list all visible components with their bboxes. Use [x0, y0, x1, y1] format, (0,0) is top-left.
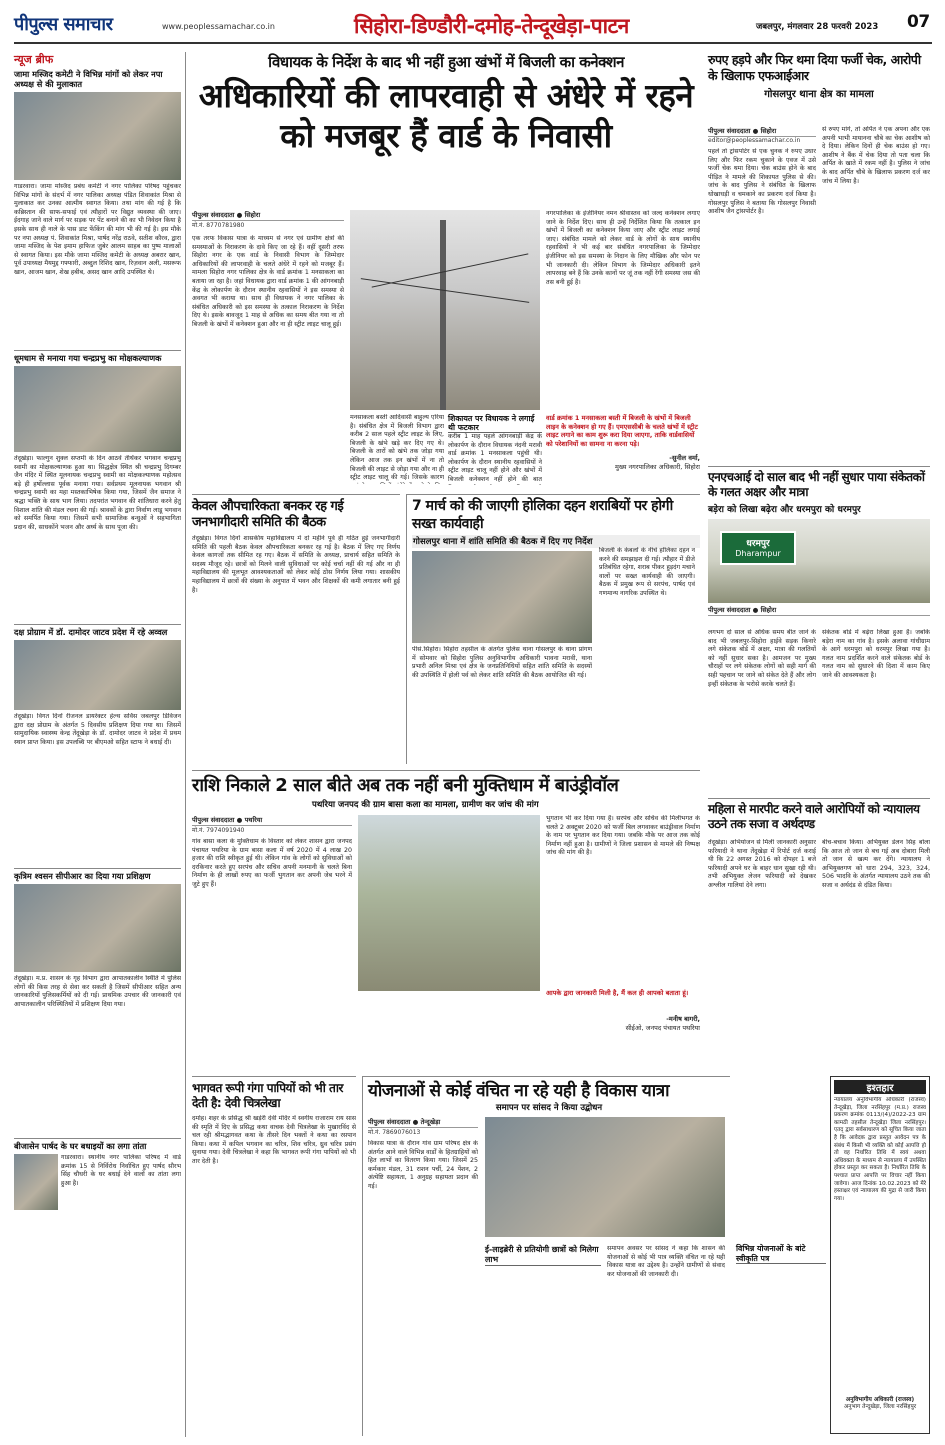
brief-2-title: धूमधाम से मनाया गया चन्द्रप्रभु का मोक्षकल्याणक	[14, 350, 181, 363]
holi-col-1: पीसं.सिहोरा। सिहोरा तहसील के अंतर्गत पुलिस थाना गोसलपुर के थाना प्रांगण में सोमवार को सिहोरा पुलिस अनुविभागीय अधिकारी भावना मरावी, थाना प्रभारी अनिल मिश्रा एवं क्षेत्र के जनप्रतिनिधियों सहित शांति समिति के सदस्यों की उपस्थिति में होली पर्व को लेकर शांति समिति की बैठक आयोजित की गई।	[412, 646, 592, 679]
boundary-story	[192, 770, 700, 1070]
notice-sign: अनुविभागीय अधिकारी (राजस्व)	[845, 1397, 915, 1403]
logo[interactable]: पीपुल्स समाचार	[14, 14, 113, 35]
news-brief-column	[14, 52, 186, 1437]
boundary-col-1: गांव बासा कला के मुक्तिधाम के विस्तार को लेकर शासन द्वारा जनपद पंचायत पथरिया के ग्राम बासा कला में वर्ष 2020 में 4 लाख 20 हजार की राशि स्वीकृत हुई थी। लेकिन गांव के लोगों को सुविधाओं को दरकिनार करते हुए सरपंच और सचिव अपनी मनमानी के चलते बिना निर्माण के ही लाखों रुपए का फर्जी भुगतान कर अपनी जेब भरने में जुटे हुए हैं।	[192, 838, 352, 888]
top-mobile: मो.नं. 8770781980	[192, 222, 245, 229]
top-headline: अधिकारियों की लापरवाही से अंधेरे में रहने को मजबूर हैं वार्ड के निवासी	[198, 76, 694, 155]
boundary-quote-role: सीईओ, जनपद पंचायत पथरिया	[625, 1023, 700, 1032]
top-col-4: करीब 1 माह पहले आंगनबाड़ी केंद्र के लोकार्पण के दौरान विधायक नंदनी मरावी वार्ड क्रमांक 1 मनसाकला पहुंची थी। लोकार्पण के दौरान स्थानीय रहवासियों ने स्ट्रीट लाइट चालू नहीं होने और खंभों में बिजली कनेक्शन नहीं होने की बात	[448, 433, 542, 483]
brief-3-text: तेंदूखेड़ा। विगत दिनों रीजनल डायरेक्टर हेल्थ सर्विस जबलपुर डिविजन द्वारा दक्ष प्रोग्राम के अंतर्गत 5 दिवसीय प्रशिक्षण दिया गया था। जिसमें सामुदायिक स्वास्थ्य केन्द्र तेंदूखेड़ा के डॉ. दामोदर जाटव ने प्रदेश में प्रथम स्थान प्राप्त किया। इस उपलब्धि पर बीएमओ सहित स्टाफ ने बधाई दी।	[14, 713, 181, 746]
brief-1-title: जामा मस्जिद कमेटी ने विभिन्न मांगों को लेकर नपा अध्यक्ष से की मुलाकात	[14, 69, 163, 89]
vikas-byline: पीपुल्स संवाददाता ● तेन्दूखेड़ा	[368, 1117, 478, 1128]
committee-story	[192, 494, 400, 764]
court-col-2: बीच-बचाव किया। अभियुक्त डेलन सिंह बोला कि आज तो जान से बच गई अब दोबारा मिली तो जान से खत्म कर देंगे। न्यायालय ने अभियुक्तगण को धारा 294, 323, 324, 506 भादवि के अंतर्गत न्यायालय उठने तक की सजा व अर्थदंड से दंडित किया।	[822, 839, 930, 889]
boundary-byline: पीपुल्स संवाददाता ● पथरिया	[192, 815, 352, 826]
top-story	[192, 52, 700, 488]
cheque-headline: रुपए हड़पे और फिर थमा दिया फर्जी चेक, आरोपी के खिलाफ एफआईआर	[708, 52, 921, 83]
bhagwat-headline: भागवत रूपी गंगा पापियों को भी तार देती है: देवी चित्रलेखा	[192, 1081, 343, 1110]
signboard-subhead: बड़ेरा को लिखा बढ़ेरा और धरमपुरा को धरमपुर	[708, 505, 861, 515]
brief-5-text: गाडरवारा। स्थानीय नगर पालिका परिषद में वार्ड क्रमांक 15 से निर्विरोध निर्वाचित हुए पार्षद सौरभ सिंह चौधरी के घर बधाई देने वालों का तांता लगा हुआ है।	[61, 1154, 181, 1187]
brief-4-text: तेंदूखेड़ा। म.प्र. शासन के गृह विभाग द्वारा आपातकालीन स्थिति में पुलिस लोगों की किस तरह से सेवा कर सकती है जिसमें सीपीआर सहित अन्य जानकारियों पुलिसकर्मियों को दी गई। प्राथमिक उपचार की जानकारी एवं आपातकालीन परिस्थितियों में प्रशिक्षण दिया गया।	[14, 975, 181, 1008]
brief-tag: न्यूज ब्रीफ	[14, 53, 54, 66]
vikas-col-2: समापन अवसर पर सांसद ने कहा कि शासन की योजनाओं से कोई भी पात्र व्यक्ति वंचित ना रहे यही विकास यात्रा का उद्देश्य है। उन्होंने ग्रामीणों से संवाद कर योजनाओं की जानकारी दी।	[607, 1245, 725, 1278]
top-quote-role: मुख्य नगरपालिका अधिकारी, सिहोरा	[614, 462, 700, 471]
cpr-training-photo	[14, 884, 181, 972]
boundary-headline: राशि निकाले 2 साल बीते अब तक नहीं बनी मुक्तिधाम में बाउंड्रीवॉल	[192, 775, 619, 796]
bhagwat-story	[192, 1076, 356, 1436]
boundary-subhead: पथरिया जनपद की ग्राम बासा कला का मामला, ग्रामीण कर जांच की मांग	[312, 800, 539, 810]
sign-english: Dharampur	[735, 549, 781, 558]
court-story	[708, 798, 930, 1068]
peace-committee-photo	[412, 551, 592, 643]
top-col-2: नगरपालिका के इंजीनियर नमन श्रीवास्तव को जल्द कनेक्शन लगाए जाने के निर्देश दिए। साथ ही उन्हें निर्देशित किया कि तत्काल इन खंभों में बिजली का कनेक्शन किया जाए और स्ट्रीट लाइट लगाई जाए। संबंधित मामले को लेकर वार्ड के लोगों के साथ स्थानीय रहवासियों ने भी कई बार संबंधित नगरपालिका के जिम्मेदार इंजीनियर को इस समस्या के निदान के लिए मौखिक और फोन पर भी जानकारी दी। लेकिन विभाग के जिम्मेदार अधिकारी इतने लापरवाह बने हैं कि उनके कानों पर जूं तक नहीं रेंगी समस्या जस की तस बनी हुई है।	[546, 210, 700, 286]
edition-title: सिहोरा-डिण्डौरी-दमोह-तेन्दूखेड़ा-पाटन	[354, 14, 629, 38]
holi-headline: 7 मार्च को की जाएगी होलिका दहन शराबियों पर होगी सख्त कार्यवाही	[412, 498, 673, 532]
holi-col-2: बिजली के केबलों के नीचे होलिका दहन न करने की समझाइश दी गई। त्यौहार में डीजे प्रतिबंधित रहेगा, शराब पीकर हुड़दंग मचाने वालों पर सख्त कार्यवाही की जाएगी। बैठक में प्रमुख रूप से सरपंच, पार्षद एवं गणमान्य नागरिक उपस्थित थे।	[599, 547, 695, 597]
green-signboard	[720, 531, 796, 565]
committee-text: तेंदूखेड़ा। विगत दिनों शासकीय महाविद्यालय में दो महीने पूर्व ही गठित हुई जनभागीदारी समिति की पहली बैठक केवल औपचारिकता बनकर रह गई है। बैठक में लिए गए निर्णय केवल कागजों तक सीमित रह गए। बैठक में समिति के अध्यक्ष, प्राचार्य सहित समिति के सदस्य मौजूद रहे। छात्रों को मिलने वाली सुविधाओं पर कोई चर्चा नहीं की गई और ना ही महाविद्यालय की मूलभूत आवश्यकताओं को लेकर कोई ठोस निर्णय लिया गया। शासकीय महाविद्यालय में छात्रों की संख्या के अनुपात में भवन और शिक्षकों की कमी लगातार बनी हुई है।	[192, 535, 400, 594]
cheque-fraud-story	[708, 52, 930, 462]
sign-hindi: धरमपुर	[746, 539, 770, 549]
award-photo	[14, 640, 181, 710]
top-subhead: शिकायत पर विधायक ने लगाई थी फटकार	[448, 414, 542, 433]
committee-headline: केवल औपचारिकता बनकर रह गई जनभागीदारी समिति की बैठक	[192, 499, 344, 530]
vikas-headline: योजनाओं से कोई वंचित ना रहे यही है विकास यात्रा	[368, 1081, 669, 1101]
cheque-subhead: गोसलपुर थाना क्षेत्र का मामला	[764, 89, 874, 100]
boundary-col-2: भुगतान भी कर दिया गया है। सरपंच और सचिव की मिलीभगत के चलते 2 अक्टूबर 2020 को फर्जी बिल लगवाकर बाउंड्रीवाल निर्माण के नाम पर भुगतान कर दिया गया। जबकि मौके पर आज तक कोई निर्माण नहीं हुआ है। ग्रामीणों ने जिला प्रशासन से मामले की निष्पक्ष जांच की मांग की है।	[546, 815, 700, 857]
dateline: जबलपुर, मंगलवार 28 फरवरी 2023	[756, 22, 879, 32]
signboard-story	[708, 466, 930, 794]
cheque-byline: पीपुल्स संवाददाता ● सिहोरा	[708, 126, 816, 137]
cremation-ground-photo	[358, 815, 540, 991]
boundary-quote-by: -मनीष बागरी,	[666, 1015, 700, 1023]
page-number: 07	[907, 12, 930, 32]
electric-pole-photo	[350, 210, 540, 410]
holi-story	[406, 494, 700, 764]
holi-subhead: गोसलपुर थाना में शांति समिति की बैठक में दिए गए निर्देश	[412, 535, 700, 548]
masthead	[14, 8, 932, 44]
top-byline: पीपुल्स संवाददाता ● सिहोरा	[192, 210, 344, 221]
jain-temple-photo	[14, 366, 181, 452]
boundary-quote: आपके द्वारा जानकारी मिली है, मैं कल ही आपको बताता हूं।	[546, 989, 689, 997]
vikas-yatra-story	[362, 1076, 730, 1436]
notice-body: न्यायालय अनुविभागीय अधिकारी (राजस्व) तेन्दूखेड़ा, जिला नरसिंहपुर (म.प्र.) राजस्व प्रकरण क्रमांक 0113/(4)/2022-23 ग्राम कामठी तहसील तेन्दूखेड़ा जिला नरसिंहपुर। एतद् द्वारा सर्वसाधारण को सूचित किया जाता है कि आवेदक द्वारा प्रस्तुत आवेदन पत्र के संबंध में किसी भी व्यक्ति को कोई आपत्ति हो तो वह निर्धारित तिथि में स्वयं अथवा अधिवक्ता के माध्यम से न्यायालय में उपस्थित होकर प्रस्तुत कर सकता है। निर्धारित तिथि के पश्चात प्राप्त आपत्ति पर विचार नहीं किया जावेगा। आज दिनांक 10.02.2023 को मेरे हस्ताक्षर एवं न्यायालय की मुद्रा से जारी किया गया।	[834, 1097, 926, 1202]
notice-title: इश्तहार	[834, 1080, 926, 1094]
vikas-mobile: मो.नं. 7869076013	[368, 1129, 421, 1136]
brief-4-title: कृत्रिम श्वसन सीपीआर का दिया गया प्रशिक्षण	[14, 868, 181, 881]
brief-2-text: तेंदूखेड़ा। फाल्गुन शुक्ल सप्तमी के दिन आठवें तीर्थंकर भगवान चन्द्रप्रभु स्वामी का मोक्षकल्याणक हुआ था। सिद्धक्षेत्र स्थित श्री चन्द्रप्रभु दिगम्बर जैन मंदिर में स्थित मूलनायक चन्द्रप्रभु स्वामी का मोक्षकल्याणक महोत्सव बड़े ही हर्षोल्लास पूर्वक मनाया गया। सर्वप्रथम मूलनायक भगवान श्री चन्द्रप्रभु स्वामी का महा मस्तकाभिषेक किया गया, जिसमें जैन समाज ने श्रद्धा भक्ति के साथ भाग लिया। तदपरांत भगवान की शांतिधारा करने हेतु विशाल शांति की मंडल रचना की गई। श्रावकों के द्वारा निर्वाण लाडू भगवान को समर्पित किया गया। जिसमें सभी सामाजिक बन्धुओं ने सहभागिता प्रदान की, साधकोंने भजन और अर्घ्य के साथ पूजा की।	[14, 455, 181, 531]
cheque-col-1: पहले तो ट्रांसपोर्टर से एक चुनक ने रुपए उधार लिए और फिर रकम चुकाने के एवज में उसे फर्जी चेक थमा दिया। चेक बाउंस होने के बाद पीड़ित ने मामले की शिकायत पुलिस से की। जांच के बाद पुलिस ने संबंधित के खिलाफ धोखाधड़ी व चमकाने का प्रकरण दर्ज किया है। गोसलपुर पुलिस ने बताया कि गोसलपुर निवासी आशीष जैन ट्रांसपोर्टर है।	[708, 148, 816, 216]
signboard-col-2: संकेतक बोर्ड में बढ़ेरा लिखा हुआ है। जबकि बड़ेरा नाम का गांव है। इसके अलावा गांधीग्राम के आगे धरमपुरा को धरमपुर लिखा गया है। गलत नाम प्रदर्शित करने वाले संकेतक बोर्ड के गलत नाम को सुधारने की दिशा में काम किए जाने की आवश्यकता है।	[822, 629, 930, 679]
vikas-subhead: समापन पर सांसद ने किया उद्बोधन	[495, 1103, 603, 1113]
top-quote: वार्ड क्रमांक 1 मनसाकला बस्ती में बिजली के खंभों में बिजली लाइन के कनेक्शन हो गए हैं। एमएससीबी के चलते खंभों में स्ट्रीट लाइट लगाने का काम शुरू करा दिया जाएगा, ताकि वार्डवासियों को परेशानियों का सामना ना करना पड़े।	[546, 414, 698, 448]
councillor-photo	[14, 1154, 58, 1210]
signboard-photo	[708, 519, 930, 603]
boundary-mobile: मो.नं. 7974091940	[192, 827, 245, 834]
mosque-committee-photo	[14, 92, 181, 180]
brief-3-title: दक्ष प्रोग्राम में डॉ. दामोदर जाटव प्रदेश में रहे अव्वल	[14, 624, 181, 637]
bhagwat-text: दमोह। शहर के प्रसिद्ध श्री खड़ेरी देवी मंदिर में स्वर्गीय राजाराम राय सास की स्मृति में दिए के प्रसिद्ध कथा वाचक देवी चित्रलेखा के मुखारविंद से चल रही श्रीमद्भागवत कथा के तीसरे दिन भक्तों ने कथा का रसपान किया। कथा में कपिल भगवान का चरित्र, शिव चरित्र, ध्रुव चरित्र प्रसंग सुनाया गया। देवी चित्रलेखा ने कहा कि भागवत रूपी गंगा पापियों को भी तार देती है।	[192, 1115, 356, 1165]
schemes-subhead-box	[736, 1244, 826, 1264]
signboard-headline: एनएचआई दो साल बाद भी नहीं सुधार पाया संकेतकों के गलत अक्षर और मात्रा	[708, 470, 925, 499]
mp-inauguration-photo	[485, 1117, 725, 1237]
site-url[interactable]: www.peoplessamachar.co.in	[162, 22, 275, 31]
schemes-subhead: विभिन्न योजनाओं के बांटे स्वीकृति पत्र	[736, 1244, 826, 1264]
legal-notice	[830, 1076, 930, 1434]
brief-1-text: गाडरवारा। जामा मस्जिद प्रबंध कमेटी ने नगर पालिका परिषद पहुंचकर विभिन्न मांगों के संदर्भ में नगर पालिका अध्यक्ष पंडित शिवाकांत मिश्रा से मुलाकात कर उनका आत्मीय स्वागत किया। तथा मांग की गई है कि कब्रिस्तान की साफ-सफाई एवं त्यौहारों पर विद्युत व्यवस्था की जाए। ईदगाह जाने वाले मार्ग पर सड़क पर पेंट बनाने की का भी निवेदन किया है इसके साथ ही नाले के पास डाट फेंकिंग की मांग भी की गई है। इस मौके पर नपा अध्यक्ष पं. शिवाकांत मिश्रा, पार्षद नरेंद्र राठवे, सतीश कौरव, द्वारा जामा मस्जिद के पेश इमाम हाफिज जुबेर आलम साहब का पुष्प मालाओं से स्वागत किया। इस मौके जामा मस्जिद कमेटी के अध्यक्ष अबरार खान, पूर्व उपाध्यक्ष मैयमुद्द गफ्फारी, अब्दुल रिशिद खान, रिज़वान अली, मसरूफ खान, आजम खान, शेख हबीब, असद खान आदि उपस्थित थे।	[14, 183, 181, 276]
cheque-email: editor@peoplessamachar.co.in	[708, 137, 801, 144]
cheque-col-2: से रुपए मांगे, तो अर्पित ने एक अपना और एक अपनी भाभी मायानना चौबे का चेक आशीष को दे दिया। लेकिन दिनों ही चेक बाउंस हो गए। आशीष ने बैंक में चेक दिया तो पता चला कि अर्पित के खाते में रकम नहीं है। पुलिस ने जांच के बाद अर्पित चौबे के खिलाफ प्रकरण दर्ज कर जांच में लिया है।	[822, 126, 930, 185]
court-headline: महिला से मारपीट करने वाले आरोपियों को न्यायालय उठने तक सजा व अर्थदण्ड	[708, 802, 920, 831]
brief-5-title: बीजासेन पार्षद के घर बधाइयों का लगा तांता	[14, 1138, 181, 1151]
top-kicker: विधायक के निर्देश के बाद भी नहीं हुआ खंभों में बिजली का कनेक्शन	[268, 53, 624, 71]
elibrary-subhead: ई-लाइब्रेरी से प्रतियोगी छात्रों को मिलेगा लाभ	[485, 1245, 601, 1266]
signboard-col-1: लगभग दो साल से अधिक समय बीत जाने के बाद भी जबलपुर-सिहोरा हाईवे सड़क किनारे लगे संकेतक बोर्ड में अक्षर, मात्रा की गलतियों को नहीं सुधार सका है। आमजन पर मुख्य चौराहों पर लगे संकेतक लोगों को सही मार्ग की सही पहचान पर जाने को संकेत देते हैं और लोग इन्हीं संकेतक के भरोसे करके चलते हैं।	[708, 629, 816, 688]
top-col-3: मनसाकला बस्ती आदिवासी बाहुल्य एरिया है। संबंधित क्षेत्र में बिजली विभाग द्वारा करीब 2 साल पहले स्ट्रीट लाइट के लिए, बिजली के खंभे खड़े कर दिए गए थे। बिजली के तारों को खंभे तक जोड़ा गया लेकिन आज तक इन खंभों में ना तो बिजली की लाइट से जोड़ा गया और ना ही स्ट्रीट लाइट चालू की गई। जिसके कारण	[350, 414, 444, 482]
top-col-1: एक तरफ विकास यात्रा के माध्यम से नगर एवं ग्रामीण क्षेत्रों की समस्याओं के निराकरण के दावे किए जा रहे हैं। वहीं दूसरी तरफ सिहोरा नगर के एक वार्ड के निवासी विभाग के जिम्मेदार अधिकारियों की लापरवाही के चलते अंधेरे में रहने को मजबूर हैं। मामला सिहोरा नगर पालिका क्षेत्र के वार्ड क्रमांक 1 मनसाकला का बताया जा रहा है। जहां विधायक द्वारा वार्ड क्रमांक 1 की आंगनबाड़ी केंद्र के लोकार्पण के दौरान स्थानीय रहवासियों ने इस समस्या से अवगत भी कराया था। साथ ही विधायक ने नगर पालिका के संबंधित अधिकारी को इस समस्या के तत्काल निराकरण के निर्देश दिए थे। इसके बावजूद 1 माह से अधिक का समय बीत गया ना तो बिजली के खंभों में कनेक्शन हुआ और ना ही स्ट्रीट लाइट चालू हुई।	[192, 235, 344, 328]
signboard-byline: पीपुल्स संवाददाता ● सिहोरा	[708, 605, 930, 616]
vikas-col-1: विकास यात्रा के दौरान गांव ग्राम परिषद क्षेत्र के अंतर्गत आने वाले विभिन्न वार्डों के हितग्राहियों को हित लाभों का वितरण किया गया। जिसमें 25 कर्मकार मंडल, 31 राशन पर्ची, 24 पेंशन, 2 अंत्येष्टि सहायता, 1 अनुग्रह सहायता प्रदान की गई।	[368, 1140, 478, 1190]
notice-sign-2: अनुभाग तेन्दूखेड़ा, जिला नरसिंहपुर	[843, 1404, 917, 1410]
top-quote-by: -सुनील वर्मा,	[669, 454, 700, 462]
court-col-1: तेंदूखेड़ा। अभियोजन से मिली जानकारी अनुसार फरियादी ने थाना तेंदूखेड़ा में रिपोर्ट दर्ज कराई थी कि 22 अगस्त 2016 को दोपहर 1 बजे फरियादी अपने घर के बाहर धान सुखा रही थी। तभी अभियुक्त लेजन फरियादी को देखकर अश्लील गालियां देने लगा।	[708, 839, 816, 889]
